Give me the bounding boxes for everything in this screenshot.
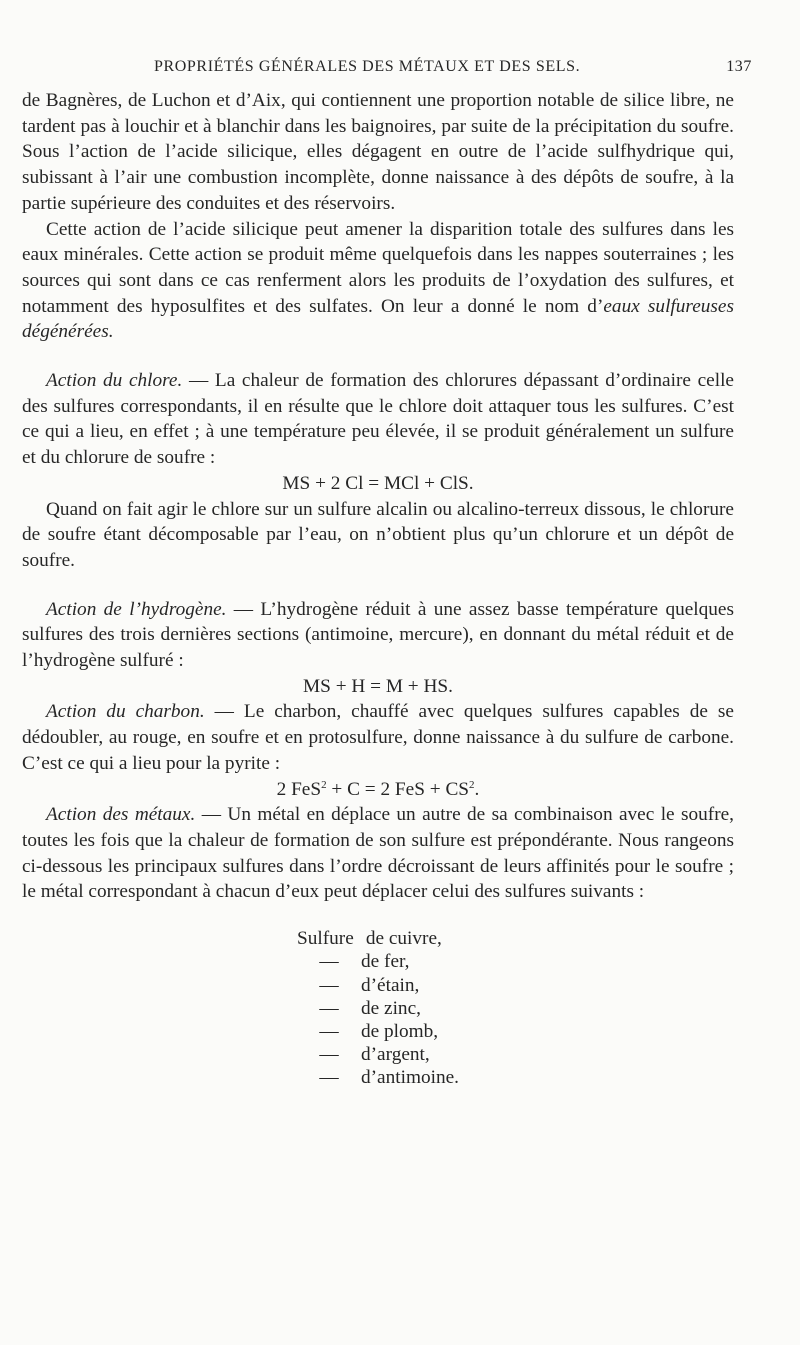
ditto-dash: — — [319, 1044, 339, 1066]
formula-charbon-part-c: . — [474, 778, 480, 800]
list-item-text: d’étain, — [361, 974, 420, 996]
list-item — [297, 927, 734, 950]
sulfide-list — [297, 927, 734, 1089]
list-item-text: de zinc, — [361, 997, 421, 1019]
formula-hydrogene: MS + H = M + HS. — [303, 675, 453, 697]
section-hydrogene-text: — L’hydrogène réduit à une assez basse température quelques sulfures des trois dernières sections (antimoine, mercure), en donnant du métal réduit et de l’hydrogène sulfuré : — [22, 598, 734, 672]
list-item-text: de cuivre, — [365, 928, 442, 950]
list-item — [297, 950, 734, 973]
list-item — [297, 1066, 734, 1089]
page-number: 137 — [726, 58, 752, 75]
paragraph-1: de Bagnères, de Luchon et d’Aix, qui contiennent une proportion notable de silice libre, ne tardent pas à louchir et à blanchir dans les baignoires, par suite de la précipitation du soufre. Sous l’action de l’acide silicique, elles dégagent en outre de l’acide sulfhydrique qui, subissant à l’air une combustion incomplète, donne naissance à des dépôts de soufre, à la partie supérieure des conduites et des réservoirs. — [22, 90, 734, 214]
formula-charbon-part-a: 2 FeS — [276, 778, 322, 800]
paragraph-2-text: Cette action de l’acide silicique peut amener la disparition totale des sulfures dans les eaux minérales. Cette action se produit même quelquefois dans les nappes souterraines ; les sources qui sont dans ce cas renferment alors les produits de l’oxydation des sulfures, et notamment des hyposulfites et des sulfates. On leur a donné le nom d’ — [22, 218, 734, 317]
list-item-text: d’antimoine. — [361, 1067, 459, 1089]
list-item — [297, 974, 734, 997]
list-item-text: de plomb, — [361, 1020, 439, 1042]
list-item — [297, 1020, 734, 1043]
section-metaux — [22, 802, 734, 905]
section-metaux-text: — Un métal en déplace un autre de sa combinaison avec le soufre, toutes les fois que la chaleur de formation de son sulfure est prépondérante. Nous rangeons ci-dessous les principaux sulfures dans l’ordre décroissant de leurs affinités pour le soufre ; le métal correspondant à chacun d’eux peut déplacer celui des sulfures suivants : — [22, 804, 734, 903]
list-item — [297, 1043, 734, 1066]
formula-charbon-sup-2: 2 — [469, 778, 475, 791]
formula-chlore: MS + 2 Cl = MCl + ClS. — [282, 472, 474, 494]
running-title: PROPRIÉTÉS GÉNÉRALES DES MÉTAUX ET DES SELS. — [154, 58, 581, 75]
list-item-text: de fer, — [361, 951, 410, 973]
ditto-dash: — — [319, 997, 339, 1019]
section-chlore-title: Action du chlore. — [46, 370, 183, 392]
paragraph-3: Quand on fait agir le chlore sur un sulfure alcalin ou alcalino-terreux dissous, le chlorure de soufre étant décomposable par l’eau, on n’obtient plus qu’un chlorure et un dépôt de soufre. — [22, 498, 734, 571]
section-charbon-text: — Le charbon, chauffé avec quelques sulfures capables de se dédoubler, au rouge, en soufre et en protosulfure, donne naissance à du sulfure de carbone. C’est ce qui a lieu pour la pyrite : — [22, 701, 734, 774]
page-body — [22, 88, 734, 1090]
section-hydrogene — [22, 597, 734, 674]
section-metaux-title: Action des métaux. — [46, 804, 196, 826]
section-charbon — [22, 699, 734, 776]
section-chlore — [22, 368, 734, 471]
paragraph-2 — [22, 217, 734, 346]
list-item — [297, 997, 734, 1020]
section-charbon-title: Action du charbon. — [46, 701, 205, 723]
ditto-dash: — — [319, 951, 339, 973]
formula-charbon — [22, 777, 734, 803]
section-hydrogene-title: Action de l’hydrogène. — [46, 598, 227, 620]
formula-charbon-part-b: + C = 2 FeS + CS — [326, 778, 470, 800]
formula-charbon-sup-1: 2 — [321, 778, 327, 791]
running-header — [22, 58, 752, 82]
section-chlore-text: — La chaleur de formation des chlorures dépassant d’ordinaire celle des sulfures correspondants, il en résulte que le chlore doit attaquer tous les sulfures. C’est ce qui a lieu, en effet ; à une température peu élevée, il se produit généralement un sulfure et du chlorure de soufre : — [22, 370, 734, 469]
degenerate-waters-term: eaux sulfureuses dégénérées. — [22, 295, 734, 343]
list-item-text: d’argent, — [361, 1044, 430, 1066]
ditto-dash: — — [319, 1020, 339, 1042]
ditto-dash: — — [319, 974, 339, 996]
ditto-dash: — — [319, 1067, 339, 1089]
list-lead: Sulfure — [297, 928, 354, 950]
